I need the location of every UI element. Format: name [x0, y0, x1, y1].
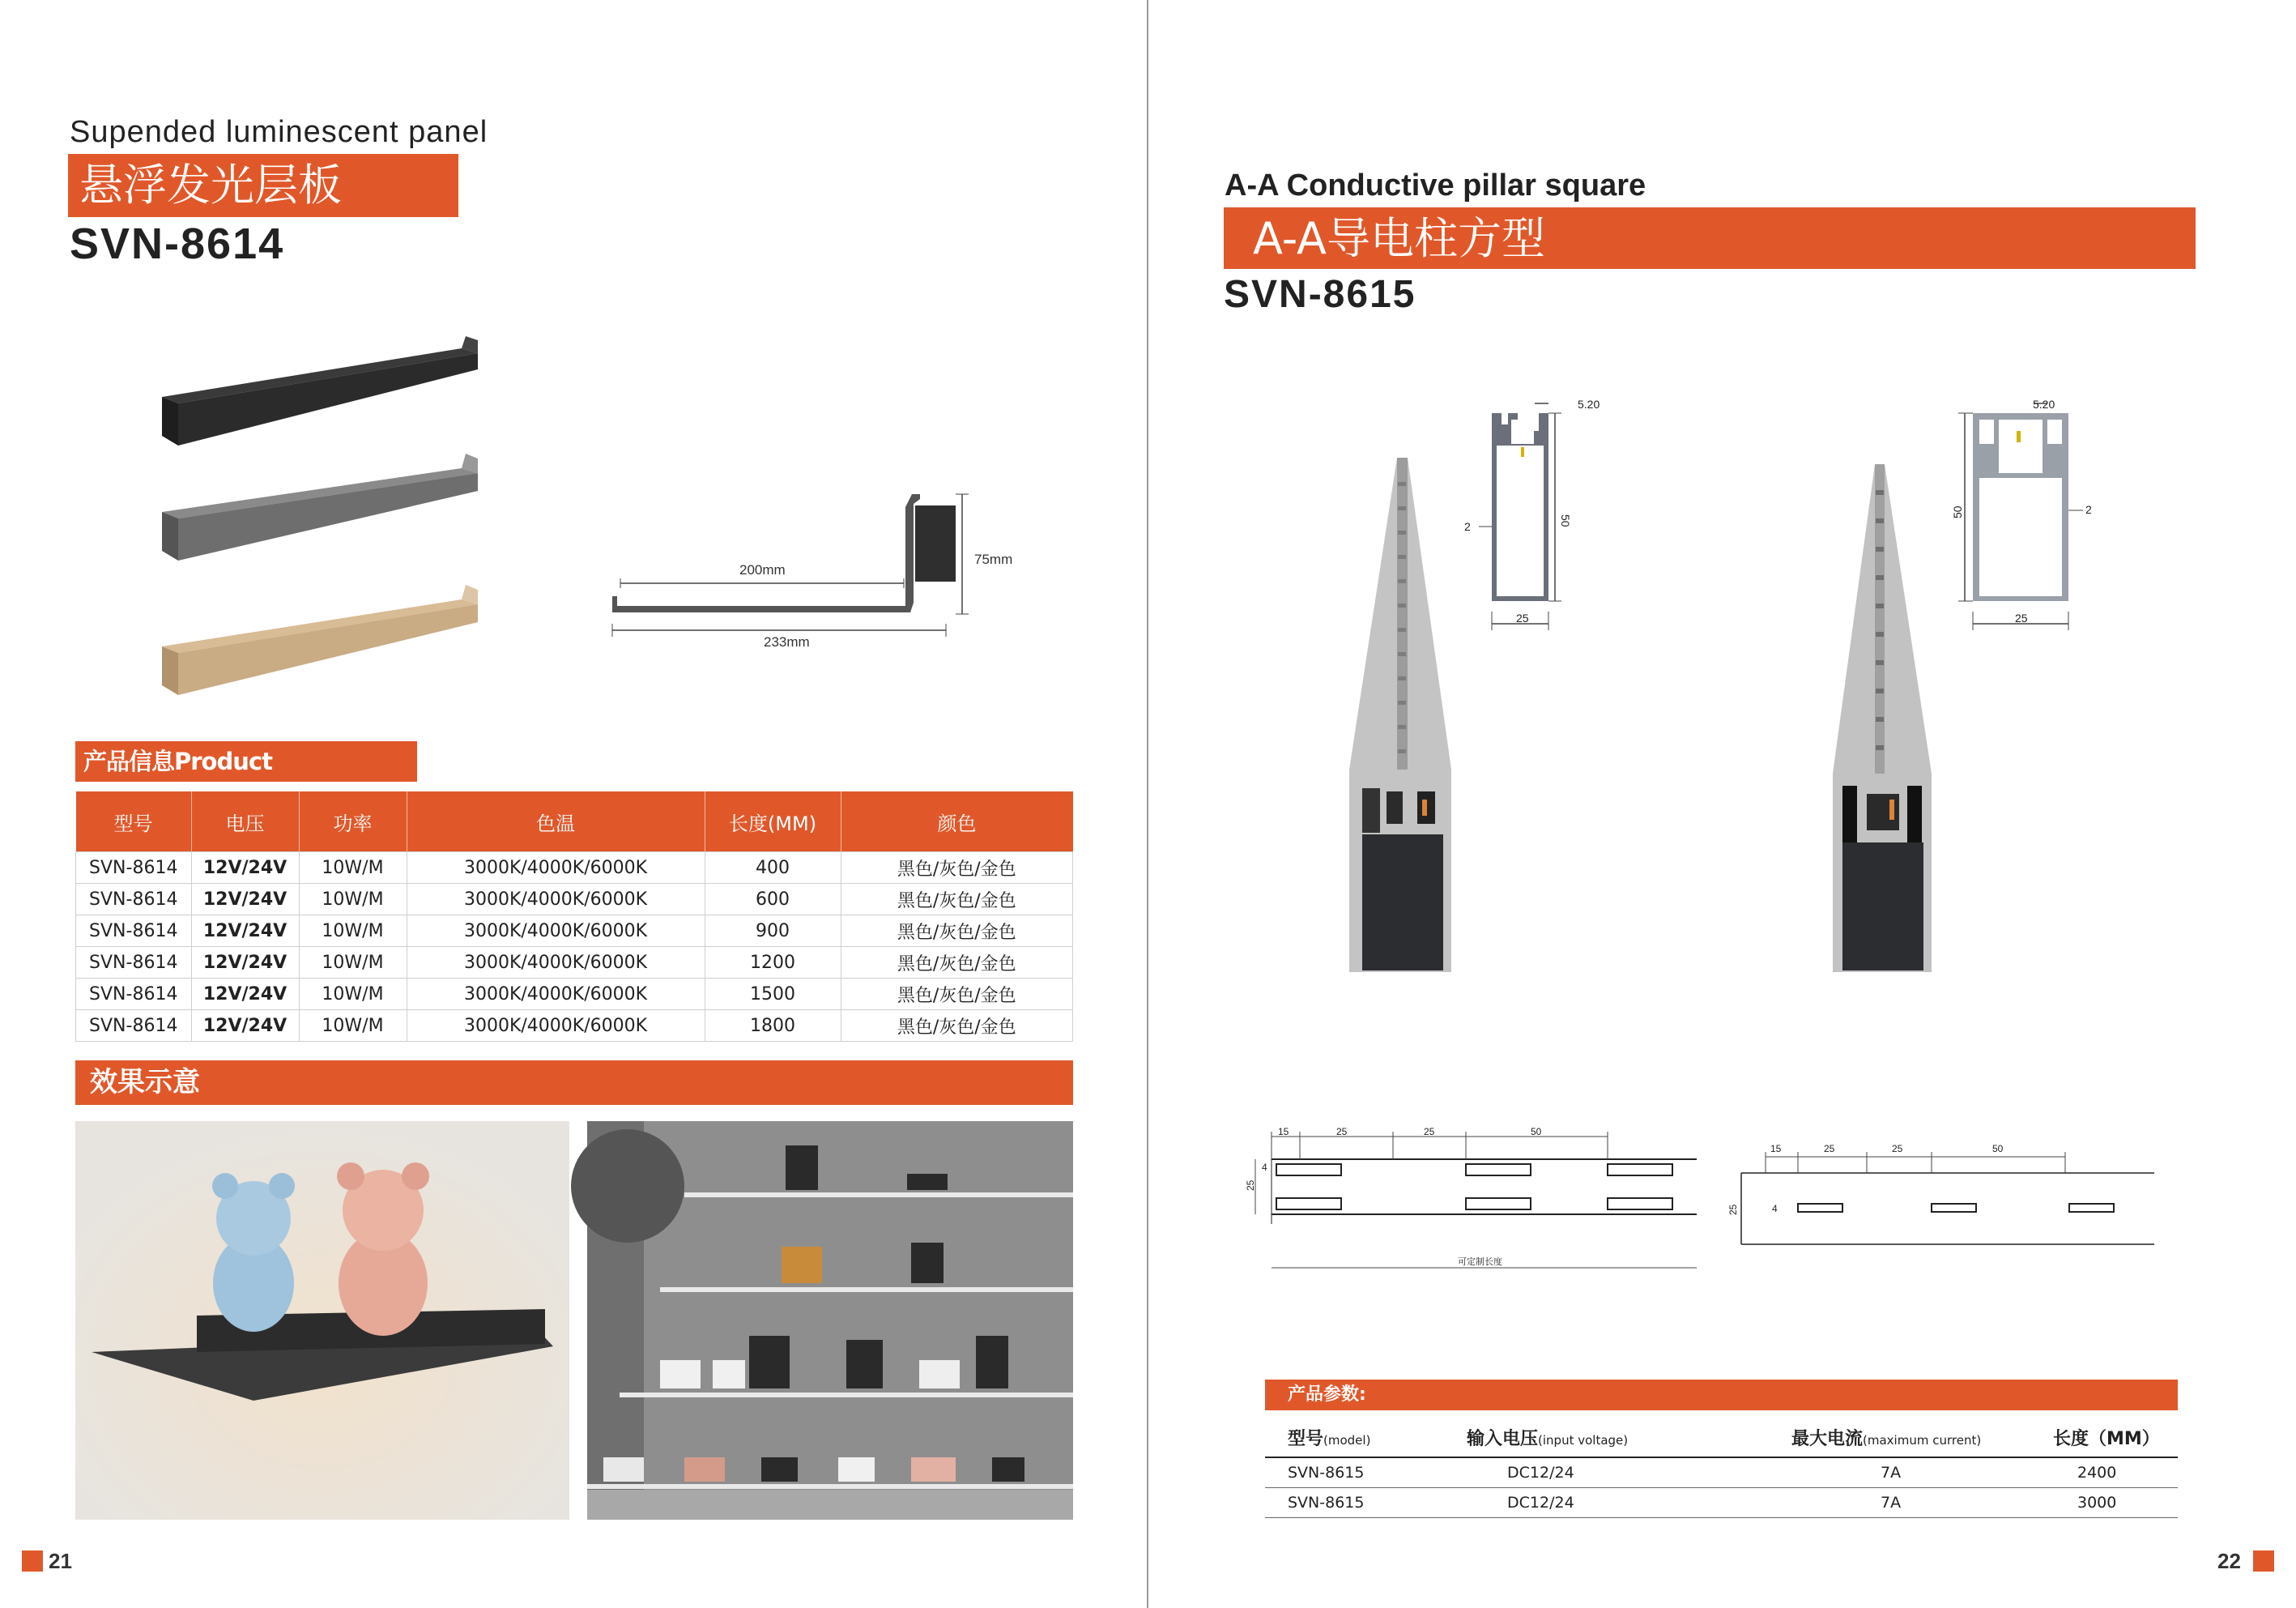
col-voltage: 电压 [191, 791, 299, 852]
product-panels-image [146, 332, 486, 705]
cell-voltage: 12V/24V [191, 884, 299, 915]
cell-power: 10W/M [299, 979, 407, 1010]
width-dimension: 25 [1516, 612, 1529, 625]
cell-color: 黑色/灰色/金色 [841, 1010, 1073, 1042]
strip-dimension-drawing-b [1727, 1141, 2170, 1251]
col-model: 型号(model) [1265, 1418, 1459, 1457]
cell-current: 7A [1743, 1488, 2035, 1518]
dim-gap: 4 [1262, 1162, 1267, 1173]
dim-b: 25 [1336, 1126, 1348, 1137]
cell-voltage: 12V/24V [191, 1010, 299, 1042]
cell-length: 900 [705, 915, 841, 947]
wall-dimension: 2 [2085, 503, 2092, 516]
wall-dimension: 2 [1464, 520, 1471, 533]
table-row [76, 915, 1073, 947]
cell-voltage: 12V/24V [191, 979, 299, 1010]
left-cn-title-bar [68, 154, 458, 217]
cell-color: 黑色/灰色/金色 [841, 884, 1073, 915]
cell-power: 10W/M [299, 884, 407, 915]
right-model-number: SVN-8615 [1224, 273, 1416, 316]
table-header-row [76, 791, 1073, 852]
col-length: 长度(MM) [705, 791, 841, 852]
right-en-title: A-A Conductive pillar square [1225, 168, 1646, 203]
dim-height: 25 [1727, 1204, 1739, 1215]
page-divider [1147, 0, 1148, 1608]
height-dimension: 50 [1951, 505, 1964, 518]
custom-length-note: 可定制长度 [1458, 1257, 1502, 1267]
cell-model: SVN-8614 [76, 979, 192, 1010]
cell-power: 10W/M [299, 947, 407, 979]
cell-model: SVN-8614 [76, 852, 192, 884]
cell-color: 黑色/灰色/金色 [841, 947, 1073, 979]
effect-photo-figurines [75, 1121, 569, 1520]
product-info-heading: 产品信息Product [75, 741, 417, 782]
cell-voltage: DC12/24 [1459, 1488, 1743, 1518]
cell-length: 3000 [2035, 1488, 2178, 1518]
cell-model: SVN-8614 [76, 915, 192, 947]
col-max-current: 最大电流(maximum current) [1743, 1418, 2035, 1457]
strip-dimension-drawing-a [1239, 1122, 1701, 1276]
product-info-table [75, 791, 1073, 1042]
col-length: 长度（MM） [2035, 1418, 2178, 1457]
dim-d: 50 [1992, 1143, 2004, 1154]
cell-power: 10W/M [299, 1010, 407, 1042]
cell-length: 400 [705, 852, 841, 884]
total-dimension-label: 233mm [764, 634, 810, 650]
effect-photo-shoe-shelves [587, 1121, 1073, 1520]
cell-voltage: DC12/24 [1459, 1457, 1743, 1488]
product-params-table [1265, 1418, 2178, 1518]
table-row [76, 884, 1073, 915]
dim-gap: 4 [1772, 1203, 1778, 1214]
col-color-temp: 色温 [407, 791, 705, 852]
cell-model: SVN-8614 [76, 1010, 192, 1042]
right-cn-title: A-A导电柱方型 [1253, 213, 1545, 264]
dim-c: 25 [1424, 1126, 1435, 1137]
cell-color: 黑色/灰色/金色 [841, 915, 1073, 947]
product-params-heading: 产品参数: [1265, 1380, 2178, 1410]
cell-color-temp: 3000K/4000K/6000K [407, 1010, 705, 1042]
dim-b: 25 [1824, 1143, 1835, 1154]
left-en-title: Supended luminescent panel [70, 115, 488, 149]
dim-a: 15 [1770, 1143, 1782, 1154]
col-model: 型号 [76, 791, 192, 852]
dim-c: 25 [1892, 1143, 1903, 1154]
pillar-profile-a [1344, 450, 1458, 976]
right-cn-title-bar [1224, 207, 2196, 269]
cell-voltage: 12V/24V [191, 915, 299, 947]
cell-model: SVN-8614 [76, 884, 192, 915]
table-row [1265, 1457, 2178, 1488]
left-model-number: SVN-8614 [70, 220, 285, 268]
cross-section-b [1944, 389, 2122, 632]
col-power: 功率 [299, 791, 407, 852]
profile-light-box [915, 505, 956, 582]
dim-a: 15 [1278, 1126, 1289, 1137]
table-row [76, 852, 1073, 884]
col-color: 颜色 [841, 791, 1073, 852]
cell-power: 10W/M [299, 852, 407, 884]
width-dimension-label: 200mm [739, 562, 786, 578]
pillar-profile-b [1826, 458, 1940, 976]
dim-d: 50 [1531, 1126, 1542, 1137]
height-dimension-label: 75mm [974, 552, 1013, 567]
slot-dimension: 5.20 [1578, 398, 1600, 411]
table-header-row [1265, 1418, 2178, 1457]
cell-length: 1500 [705, 979, 841, 1010]
cell-length: 2400 [2035, 1457, 2178, 1488]
cell-color: 黑色/灰色/金色 [841, 852, 1073, 884]
cell-color-temp: 3000K/4000K/6000K [407, 979, 705, 1010]
width-dimension: 25 [2015, 612, 2028, 625]
cell-color: 黑色/灰色/金色 [841, 979, 1073, 1010]
table-row [76, 947, 1073, 979]
cell-color-temp: 3000K/4000K/6000K [407, 947, 705, 979]
table-row [76, 979, 1073, 1010]
col-input-voltage: 输入电压(input voltage) [1459, 1418, 1743, 1457]
cross-section-a [1458, 389, 1636, 632]
table-row [76, 1010, 1073, 1042]
cell-color-temp: 3000K/4000K/6000K [407, 884, 705, 915]
table-row [1265, 1488, 2178, 1518]
left-page-marker [22, 1550, 43, 1572]
right-page-number: 22 [2217, 1549, 2241, 1573]
dim-height: 25 [1245, 1179, 1256, 1191]
cell-color-temp: 3000K/4000K/6000K [407, 852, 705, 884]
profile-dimension-drawing [606, 483, 1035, 650]
effect-heading: 效果示意 [75, 1060, 1073, 1105]
left-page-number: 21 [49, 1549, 72, 1573]
cell-current: 7A [1743, 1457, 2035, 1488]
cell-power: 10W/M [299, 915, 407, 947]
cell-model: SVN-8615 [1265, 1488, 1459, 1518]
gray-panel [162, 454, 478, 561]
cell-length: 1200 [705, 947, 841, 979]
black-panel [162, 336, 478, 446]
cell-length: 600 [705, 884, 841, 915]
right-page-marker [2253, 1550, 2274, 1572]
left-cn-title: 悬浮发光层板 [79, 160, 342, 211]
cell-model: SVN-8614 [76, 947, 192, 979]
cell-length: 1800 [705, 1010, 841, 1042]
cell-voltage: 12V/24V [191, 852, 299, 884]
slot-dimension: 5.20 [2033, 398, 2055, 411]
cell-voltage: 12V/24V [191, 947, 299, 979]
height-dimension: 50 [1559, 514, 1572, 527]
cell-color-temp: 3000K/4000K/6000K [407, 915, 705, 947]
cell-model: SVN-8615 [1265, 1457, 1459, 1488]
gold-panel [162, 585, 478, 695]
